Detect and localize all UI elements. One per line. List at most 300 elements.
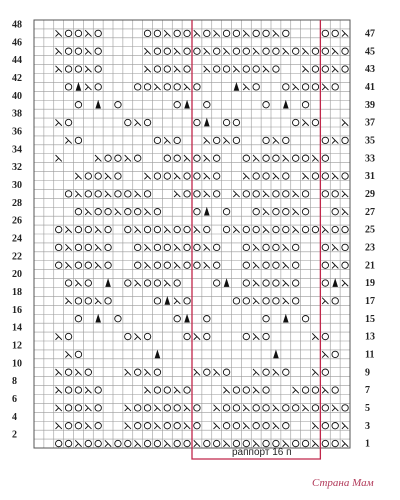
- yarn-over-icon: [263, 244, 269, 250]
- row-number-right: 45: [365, 46, 375, 58]
- yarn-over-icon: [263, 101, 269, 107]
- yarn-over-icon: [332, 191, 338, 197]
- yarn-over-icon: [312, 387, 318, 393]
- yarn-over-icon: [184, 387, 190, 393]
- yarn-over-icon: [302, 191, 308, 197]
- yarn-over-icon: [184, 191, 190, 197]
- yarn-over-icon: [253, 422, 259, 428]
- row-number-left: 36: [12, 126, 22, 138]
- yarn-over-icon: [105, 262, 111, 268]
- right-decrease-icon: [85, 422, 91, 428]
- yarn-over-icon: [95, 208, 101, 214]
- yarn-over-icon: [332, 422, 338, 428]
- right-decrease-icon: [253, 244, 259, 250]
- yarn-over-icon: [75, 262, 81, 268]
- yarn-over-icon: [302, 440, 308, 446]
- right-decrease-icon: [75, 440, 81, 446]
- right-decrease-icon: [95, 262, 101, 268]
- yarn-over-icon: [322, 369, 328, 375]
- yarn-over-icon: [213, 280, 219, 286]
- right-decrease-icon: [332, 137, 338, 143]
- yarn-over-icon: [184, 48, 190, 54]
- right-decrease-icon: [322, 387, 328, 393]
- yarn-over-icon: [194, 119, 200, 125]
- yarn-over-icon: [273, 440, 279, 446]
- row-number-right: 11: [365, 349, 375, 361]
- yarn-over-icon: [174, 30, 180, 36]
- right-decrease-icon: [125, 369, 131, 375]
- right-decrease-icon: [312, 440, 318, 446]
- right-decrease-icon: [332, 66, 338, 72]
- right-decrease-icon: [204, 173, 210, 179]
- yarn-over-icon: [243, 244, 249, 250]
- yarn-over-icon: [134, 369, 140, 375]
- yarn-over-icon: [194, 84, 200, 90]
- right-decrease-icon: [65, 137, 71, 143]
- yarn-over-icon: [154, 280, 160, 286]
- yarn-over-icon: [144, 191, 150, 197]
- yarn-over-icon: [213, 66, 219, 72]
- right-decrease-icon: [342, 280, 348, 286]
- yarn-over-icon: [322, 262, 328, 268]
- yarn-over-icon: [194, 208, 200, 214]
- yarn-over-icon: [144, 440, 150, 446]
- yarn-over-icon: [194, 191, 200, 197]
- yarn-over-icon: [263, 262, 269, 268]
- yarn-over-icon: [125, 208, 131, 214]
- row-number-left: 32: [12, 162, 22, 174]
- yarn-over-icon: [223, 119, 229, 125]
- row-number-left: 18: [12, 287, 22, 299]
- right-decrease-icon: [95, 298, 101, 304]
- yarn-over-icon: [312, 405, 318, 411]
- yarn-over-icon: [223, 422, 229, 428]
- yarn-over-icon: [95, 191, 101, 197]
- right-decrease-icon: [174, 387, 180, 393]
- yarn-over-icon: [65, 387, 71, 393]
- row-number-left: 44: [12, 55, 22, 67]
- yarn-over-icon: [75, 387, 81, 393]
- yarn-over-icon: [273, 298, 279, 304]
- yarn-over-icon: [134, 422, 140, 428]
- right-decrease-icon: [214, 422, 220, 428]
- row-number-left: 20: [12, 269, 22, 281]
- yarn-over-icon: [164, 405, 170, 411]
- yarn-over-icon: [263, 333, 269, 339]
- right-decrease-icon: [135, 119, 141, 125]
- right-decrease-icon: [322, 226, 328, 232]
- yarn-over-icon: [332, 440, 338, 446]
- yarn-over-icon: [263, 280, 269, 286]
- right-decrease-icon: [233, 191, 239, 197]
- yarn-over-icon: [65, 369, 71, 375]
- right-decrease-icon: [125, 422, 131, 428]
- yarn-over-icon: [65, 280, 71, 286]
- right-decrease-icon: [253, 48, 259, 54]
- yarn-over-icon: [322, 173, 328, 179]
- yarn-over-icon: [144, 280, 150, 286]
- right-decrease-icon: [243, 422, 249, 428]
- right-decrease-icon: [293, 191, 299, 197]
- right-decrease-icon: [253, 298, 259, 304]
- yarn-over-icon: [273, 48, 279, 54]
- yarn-over-icon: [184, 298, 190, 304]
- yarn-over-icon: [125, 280, 131, 286]
- right-decrease-icon: [144, 387, 150, 393]
- yarn-over-icon: [204, 440, 210, 446]
- right-decrease-icon: [204, 244, 210, 250]
- yarn-over-icon: [75, 244, 81, 250]
- yarn-over-icon: [223, 226, 229, 232]
- yarn-over-icon: [243, 440, 249, 446]
- yarn-over-icon: [223, 369, 229, 375]
- row-number-left: 8: [12, 376, 17, 388]
- yarn-over-icon: [184, 173, 190, 179]
- right-decrease-icon: [174, 48, 180, 54]
- right-decrease-icon: [302, 173, 308, 179]
- yarn-over-icon: [115, 155, 121, 161]
- right-decrease-icon: [144, 173, 150, 179]
- right-decrease-icon: [164, 280, 170, 286]
- yarn-over-icon: [144, 333, 150, 339]
- yarn-over-icon: [273, 244, 279, 250]
- right-decrease-icon: [85, 66, 91, 72]
- right-decrease-icon: [65, 298, 71, 304]
- yarn-over-icon: [263, 298, 269, 304]
- right-decrease-icon: [273, 422, 279, 428]
- yarn-over-icon: [322, 422, 328, 428]
- yarn-over-icon: [263, 48, 269, 54]
- yarn-over-icon: [283, 173, 289, 179]
- row-number-left: 22: [12, 251, 22, 263]
- yarn-over-icon: [322, 155, 328, 161]
- right-decrease-icon: [223, 440, 229, 446]
- right-decrease-icon: [194, 226, 200, 232]
- yarn-over-icon: [332, 84, 338, 90]
- yarn-over-icon: [164, 155, 170, 161]
- yarn-over-icon: [243, 66, 249, 72]
- yarn-over-icon: [233, 137, 239, 143]
- right-decrease-icon: [204, 262, 210, 268]
- yarn-over-icon: [213, 155, 219, 161]
- yarn-over-icon: [243, 387, 249, 393]
- yarn-over-icon: [243, 191, 249, 197]
- right-decrease-icon: [56, 405, 62, 411]
- yarn-over-icon: [243, 155, 249, 161]
- right-decrease-icon: [95, 244, 101, 250]
- yarn-over-icon: [65, 84, 71, 90]
- row-number-right: 43: [365, 64, 375, 76]
- right-decrease-icon: [332, 244, 338, 250]
- right-decrease-icon: [135, 226, 141, 232]
- yarn-over-icon: [273, 191, 279, 197]
- right-decrease-icon: [65, 226, 71, 232]
- right-decrease-icon: [204, 191, 210, 197]
- yarn-over-icon: [233, 119, 239, 125]
- yarn-over-icon: [223, 30, 229, 36]
- yarn-over-icon: [65, 66, 71, 72]
- yarn-over-icon: [273, 280, 279, 286]
- right-decrease-icon: [56, 333, 62, 339]
- right-decrease-icon: [283, 48, 289, 54]
- row-number-left: 40: [12, 90, 22, 102]
- right-decrease-icon: [332, 405, 338, 411]
- row-number-left: 2: [12, 429, 17, 441]
- right-decrease-icon: [184, 84, 190, 90]
- yarn-over-icon: [204, 369, 210, 375]
- yarn-over-icon: [292, 48, 298, 54]
- row-number-right: 29: [365, 188, 375, 200]
- right-decrease-icon: [273, 137, 279, 143]
- yarn-over-icon: [65, 405, 71, 411]
- yarn-over-icon: [144, 119, 150, 125]
- right-decrease-icon: [204, 66, 210, 72]
- yarn-over-icon: [283, 30, 289, 36]
- right-decrease-icon: [115, 208, 121, 214]
- yarn-over-icon: [115, 440, 121, 446]
- yarn-over-icon: [85, 440, 91, 446]
- yarn-over-icon: [273, 208, 279, 214]
- central-decrease-icon: [205, 119, 209, 126]
- yarn-over-icon: [292, 405, 298, 411]
- right-decrease-icon: [174, 298, 180, 304]
- yarn-over-icon: [283, 422, 289, 428]
- yarn-over-icon: [174, 155, 180, 161]
- yarn-over-icon: [95, 30, 101, 36]
- yarn-over-icon: [95, 48, 101, 54]
- central-decrease-icon: [185, 101, 189, 108]
- right-decrease-icon: [174, 66, 180, 72]
- row-number-right: 7: [365, 385, 370, 397]
- yarn-over-icon: [154, 387, 160, 393]
- right-decrease-icon: [332, 173, 338, 179]
- yarn-over-icon: [65, 30, 71, 36]
- yarn-over-icon: [85, 280, 91, 286]
- right-decrease-icon: [253, 333, 259, 339]
- yarn-over-icon: [164, 422, 170, 428]
- right-decrease-icon: [135, 191, 141, 197]
- yarn-over-icon: [85, 226, 91, 232]
- yarn-over-icon: [322, 191, 328, 197]
- row-number-left: 24: [12, 233, 22, 245]
- yarn-over-icon: [184, 66, 190, 72]
- yarn-over-icon: [85, 173, 91, 179]
- yarn-over-icon: [75, 48, 81, 54]
- central-decrease-icon: [284, 101, 288, 108]
- yarn-over-icon: [322, 440, 328, 446]
- yarn-over-icon: [263, 440, 269, 446]
- yarn-over-icon: [342, 262, 348, 268]
- yarn-over-icon: [223, 66, 229, 72]
- row-number-right: 47: [365, 28, 375, 40]
- right-decrease-icon: [85, 30, 91, 36]
- right-decrease-icon: [302, 48, 308, 54]
- right-decrease-icon: [144, 66, 150, 72]
- right-decrease-icon: [283, 262, 289, 268]
- right-decrease-icon: [174, 173, 180, 179]
- yarn-over-icon: [75, 30, 81, 36]
- yarn-over-icon: [322, 280, 328, 286]
- yarn-over-icon: [115, 173, 121, 179]
- right-decrease-icon: [223, 137, 229, 143]
- yarn-over-icon: [115, 101, 121, 107]
- yarn-over-icon: [213, 244, 219, 250]
- right-row-numbers: [365, 28, 375, 449]
- yarn-over-icon: [312, 48, 318, 54]
- yarn-over-icon: [95, 440, 101, 446]
- yarn-over-icon: [184, 244, 190, 250]
- yarn-over-icon: [204, 315, 210, 321]
- yarn-over-icon: [184, 262, 190, 268]
- yarn-over-icon: [253, 405, 259, 411]
- yarn-over-icon: [312, 84, 318, 90]
- yarn-over-icon: [65, 119, 71, 125]
- yarn-over-icon: [174, 137, 180, 143]
- right-decrease-icon: [263, 208, 269, 214]
- yarn-over-icon: [194, 155, 200, 161]
- yarn-over-icon: [292, 298, 298, 304]
- right-decrease-icon: [174, 244, 180, 250]
- yarn-over-icon: [332, 208, 338, 214]
- right-decrease-icon: [65, 351, 71, 357]
- row-number-right: 35: [365, 135, 375, 147]
- yarn-over-icon: [164, 387, 170, 393]
- yarn-over-icon: [55, 262, 61, 268]
- right-decrease-icon: [184, 422, 190, 428]
- central-decrease-icon: [165, 297, 169, 304]
- right-decrease-icon: [75, 369, 81, 375]
- row-number-right: 15: [365, 313, 375, 325]
- yarn-over-icon: [292, 119, 298, 125]
- row-number-left: 16: [12, 304, 22, 316]
- yarn-over-icon: [154, 66, 160, 72]
- right-decrease-icon: [214, 405, 220, 411]
- yarn-over-icon: [322, 30, 328, 36]
- yarn-over-icon: [144, 422, 150, 428]
- right-decrease-icon: [56, 369, 62, 375]
- yarn-over-icon: [85, 369, 91, 375]
- yarn-over-icon: [253, 30, 259, 36]
- yarn-over-icon: [154, 48, 160, 54]
- yarn-over-icon: [174, 101, 180, 107]
- yarn-over-icon: [283, 137, 289, 143]
- yarn-over-icon: [125, 333, 131, 339]
- yarn-over-icon: [95, 422, 101, 428]
- central-decrease-icon: [155, 351, 159, 358]
- yarn-over-icon: [213, 440, 219, 446]
- yarn-over-icon: [342, 226, 348, 232]
- right-decrease-icon: [105, 440, 111, 446]
- yarn-over-icon: [144, 226, 150, 232]
- row-number-right: 33: [365, 153, 375, 165]
- yarn-over-icon: [263, 422, 269, 428]
- right-decrease-icon: [223, 48, 229, 54]
- yarn-over-icon: [342, 48, 348, 54]
- yarn-over-icon: [243, 226, 249, 232]
- watermark-text: Страна Мам: [312, 477, 374, 489]
- yarn-over-icon: [253, 191, 259, 197]
- yarn-over-icon: [273, 155, 279, 161]
- right-decrease-icon: [85, 48, 91, 54]
- yarn-over-icon: [154, 369, 160, 375]
- yarn-over-icon: [233, 405, 239, 411]
- right-decrease-icon: [144, 48, 150, 54]
- yarn-over-icon: [144, 30, 150, 36]
- yarn-over-icon: [283, 226, 289, 232]
- right-decrease-icon: [154, 405, 160, 411]
- yarn-over-icon: [194, 244, 200, 250]
- right-decrease-icon: [154, 84, 160, 90]
- right-decrease-icon: [273, 30, 279, 36]
- yarn-over-icon: [233, 387, 239, 393]
- right-decrease-icon: [194, 30, 200, 36]
- yarn-over-icon: [95, 84, 101, 90]
- yarn-over-icon: [292, 262, 298, 268]
- yarn-over-icon: [194, 173, 200, 179]
- yarn-over-icon: [75, 405, 81, 411]
- right-decrease-icon: [293, 387, 299, 393]
- right-decrease-icon: [273, 369, 279, 375]
- yarn-over-icon: [233, 48, 239, 54]
- yarn-over-icon: [322, 48, 328, 54]
- right-decrease-icon: [293, 84, 299, 90]
- yarn-over-icon: [75, 66, 81, 72]
- right-decrease-icon: [204, 137, 210, 143]
- right-decrease-icon: [312, 369, 318, 375]
- right-decrease-icon: [174, 191, 180, 197]
- yarn-over-icon: [75, 351, 81, 357]
- yarn-over-icon: [263, 387, 269, 393]
- row-number-left: 26: [12, 215, 22, 227]
- central-decrease-icon: [224, 280, 228, 287]
- yarn-over-icon: [174, 405, 180, 411]
- repeat-label: раппорт 16 п: [232, 447, 292, 458]
- repeat-bracket-line: [192, 20, 320, 459]
- right-decrease-icon: [85, 405, 91, 411]
- yarn-over-icon: [263, 369, 269, 375]
- yarn-over-icon: [174, 226, 180, 232]
- right-decrease-icon: [204, 155, 210, 161]
- right-decrease-icon: [214, 369, 220, 375]
- yarn-over-icon: [105, 208, 111, 214]
- right-decrease-icon: [75, 280, 81, 286]
- yarn-over-icon: [154, 173, 160, 179]
- right-decrease-icon: [184, 405, 190, 411]
- right-decrease-icon: [342, 422, 348, 428]
- right-decrease-icon: [56, 422, 62, 428]
- yarn-over-icon: [223, 405, 229, 411]
- central-decrease-icon: [205, 208, 209, 215]
- yarn-over-icon: [174, 422, 180, 428]
- yarn-over-icon: [283, 84, 289, 90]
- yarn-over-icon: [154, 262, 160, 268]
- yarn-over-icon: [184, 440, 190, 446]
- yarn-over-icon: [65, 422, 71, 428]
- yarn-over-icon: [263, 155, 269, 161]
- yarn-over-icon: [174, 84, 180, 90]
- right-decrease-icon: [135, 280, 141, 286]
- yarn-over-icon: [253, 208, 259, 214]
- right-decrease-icon: [75, 173, 81, 179]
- yarn-over-icon: [253, 173, 259, 179]
- yarn-over-icon: [65, 191, 71, 197]
- yarn-over-icon: [75, 422, 81, 428]
- right-decrease-icon: [283, 155, 289, 161]
- yarn-over-icon: [55, 440, 61, 446]
- row-number-right: 41: [365, 81, 375, 93]
- yarn-over-icon: [184, 333, 190, 339]
- repeat-bracket: [192, 20, 320, 459]
